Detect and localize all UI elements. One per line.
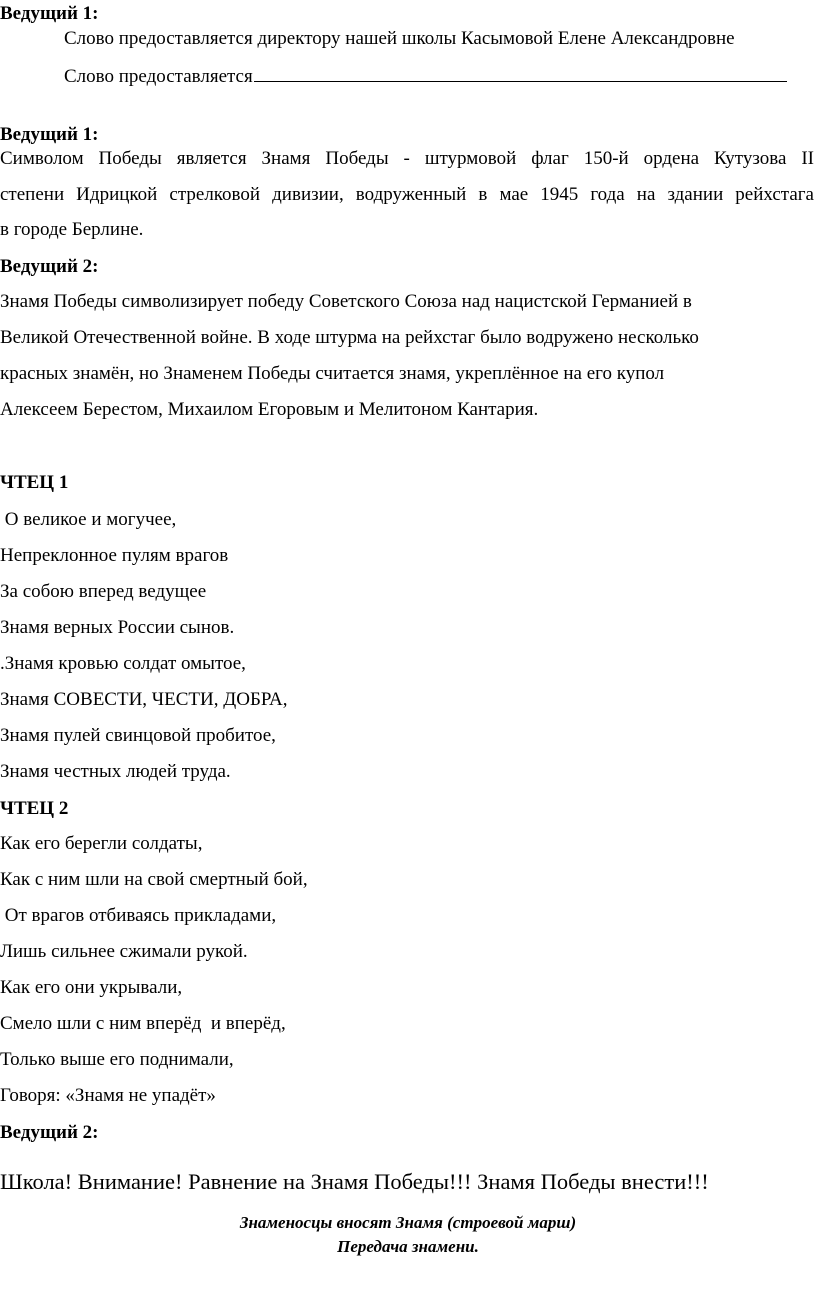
poem-line: За собою вперед ведущее [0, 581, 207, 602]
speaker-label: Ведущий 2: [0, 1122, 99, 1143]
poem-line: Только выше его поднимали, [0, 1049, 234, 1070]
speaker-label: ЧТЕЦ 2 [0, 798, 69, 819]
text-line: красных знамён, но Знаменем Победы считается знамя, укреплённое на его купол [0, 363, 665, 384]
poem-line: От врагов отбиваясь прикладами, [0, 905, 277, 926]
text-fragment: Слово предоставляется [64, 66, 253, 87]
text-line: Знамя Победы символизирует победу Советского Союза над нацистской Германией в [0, 291, 692, 312]
poem-line: Как его берегли солдаты, [0, 833, 203, 854]
poem-line: Знамя верных России сынов. [0, 617, 235, 638]
poem-line: Смело шли с ним вперёд и вперёд, [0, 1013, 286, 1034]
poem-line: Как с ним шли на свой смертный бой, [0, 869, 308, 890]
speaker-label: Ведущий 2: [0, 256, 99, 277]
poem-line: Знамя СОВЕСТИ, ЧЕСТИ, ДОБРА, [0, 689, 288, 710]
poem-line: Знамя честных людей труда. [0, 761, 231, 782]
text-line: степени Идрицкой стрелковой дивизии, водруженный в мае 1945 года на здании рейхстага [0, 184, 814, 205]
speaker-label: Ведущий 1: [0, 3, 99, 24]
text-line-with-blank [64, 63, 787, 89]
text-line: Символом Победы является Знамя Победы - штурмовой флаг 150-й ордена Кутузова II [0, 148, 814, 169]
poem-line: Непреклонное пулям врагов [0, 545, 229, 566]
fill-in-blank [254, 63, 787, 82]
text-line: Слово предоставляется директору нашей школы Касымовой Елене Александровне [64, 28, 735, 49]
command-line: Школа! Внимание! Равнение на Знамя Победы!!! Знамя Победы внести!!! [0, 1169, 709, 1194]
stage-direction: Знаменосцы вносят Знамя (строевой марш) [239, 1213, 577, 1232]
stage-direction: Передача знамени. [337, 1237, 479, 1256]
poem-line: О великое и могучее, [0, 509, 177, 530]
poem-line: .Знамя кровью солдат омытое, [0, 653, 246, 674]
text-line: в городе Берлине. [0, 219, 144, 240]
text-line: Алексеем Берестом, Михаилом Егоровым и Мелитоном Кантария. [0, 399, 539, 420]
poem-line: Говоря: «Знамя не упадёт» [0, 1085, 216, 1106]
poem-line: Как его они укрывали, [0, 977, 183, 998]
text-line: Великой Отечественной войне. В ходе штурма на рейхстаг было водружено несколько [0, 327, 699, 348]
poem-line: Лишь сильнее сжимали рукой. [0, 941, 248, 962]
speaker-label: Ведущий 1: [0, 124, 99, 145]
speaker-label: ЧТЕЦ 1 [0, 472, 69, 493]
poem-line: Знамя пулей свинцовой пробитое, [0, 725, 276, 746]
